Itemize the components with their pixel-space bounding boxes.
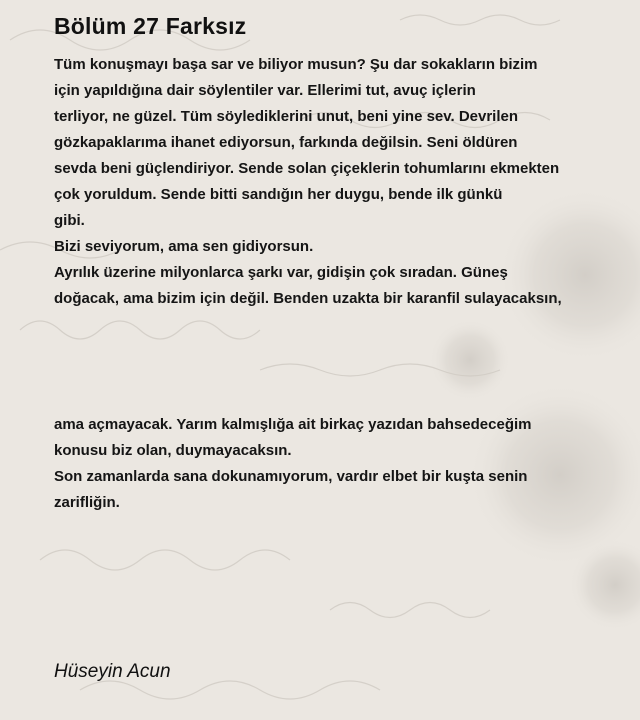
poem-line: ama açmayacak. Yarım kalmışlığa ait birkaç yazıdan bahsedeceğim — [54, 416, 532, 433]
page-title: Bölüm 27 Farksız — [54, 13, 247, 39]
poem-text-part-2 — [54, 412, 614, 516]
poem-line: gibi. — [54, 212, 85, 229]
poem-line: Ayrılık üzerine milyonlarca şarkı var, gidişin çok sıradan. Güneş — [54, 264, 508, 281]
poem-line: Son zamanlarda sana dokunamıyorum, vardır elbet bir kuşta senin — [54, 468, 528, 485]
poem-line: sevda beni güçlendiriyor. Sende solan çiçeklerin tohumlarını ekmekten — [54, 160, 560, 177]
poem-line: terliyor, ne güzel. Tüm söylediklerini unut, beni yine sev. Devrilen — [54, 108, 519, 125]
poem-line: için yapıldığına dair söylentiler var. Ellerimi tut, avuç içlerin — [54, 82, 476, 99]
poem-line: Tüm konuşmayı başa sar ve biliyor musun? Şu dar sokakların bizim — [54, 56, 538, 73]
ink-stain — [430, 320, 510, 400]
poem-line: zarifliğin. — [54, 494, 120, 511]
poem-line: Bizi seviyorum, ama sen gidiyorsun. — [54, 238, 314, 255]
poem-line: konusu biz olan, duymayacaksın. — [54, 442, 292, 459]
poem-line: çok yoruldum. Sende bitti sandığın her duygu, bende ilk günkü — [54, 186, 503, 203]
poem-text-part-1 — [54, 52, 614, 312]
author-name: Hüseyin Acun — [54, 661, 171, 682]
poem-line: doğacak, ama bizim için değil. Benden uzakta bir karanfil sulayacaksın, — [54, 290, 562, 307]
poem-line: gözkapaklarıma ihanet ediyorsun, farkında değilsin. Seni öldüren — [54, 134, 518, 151]
